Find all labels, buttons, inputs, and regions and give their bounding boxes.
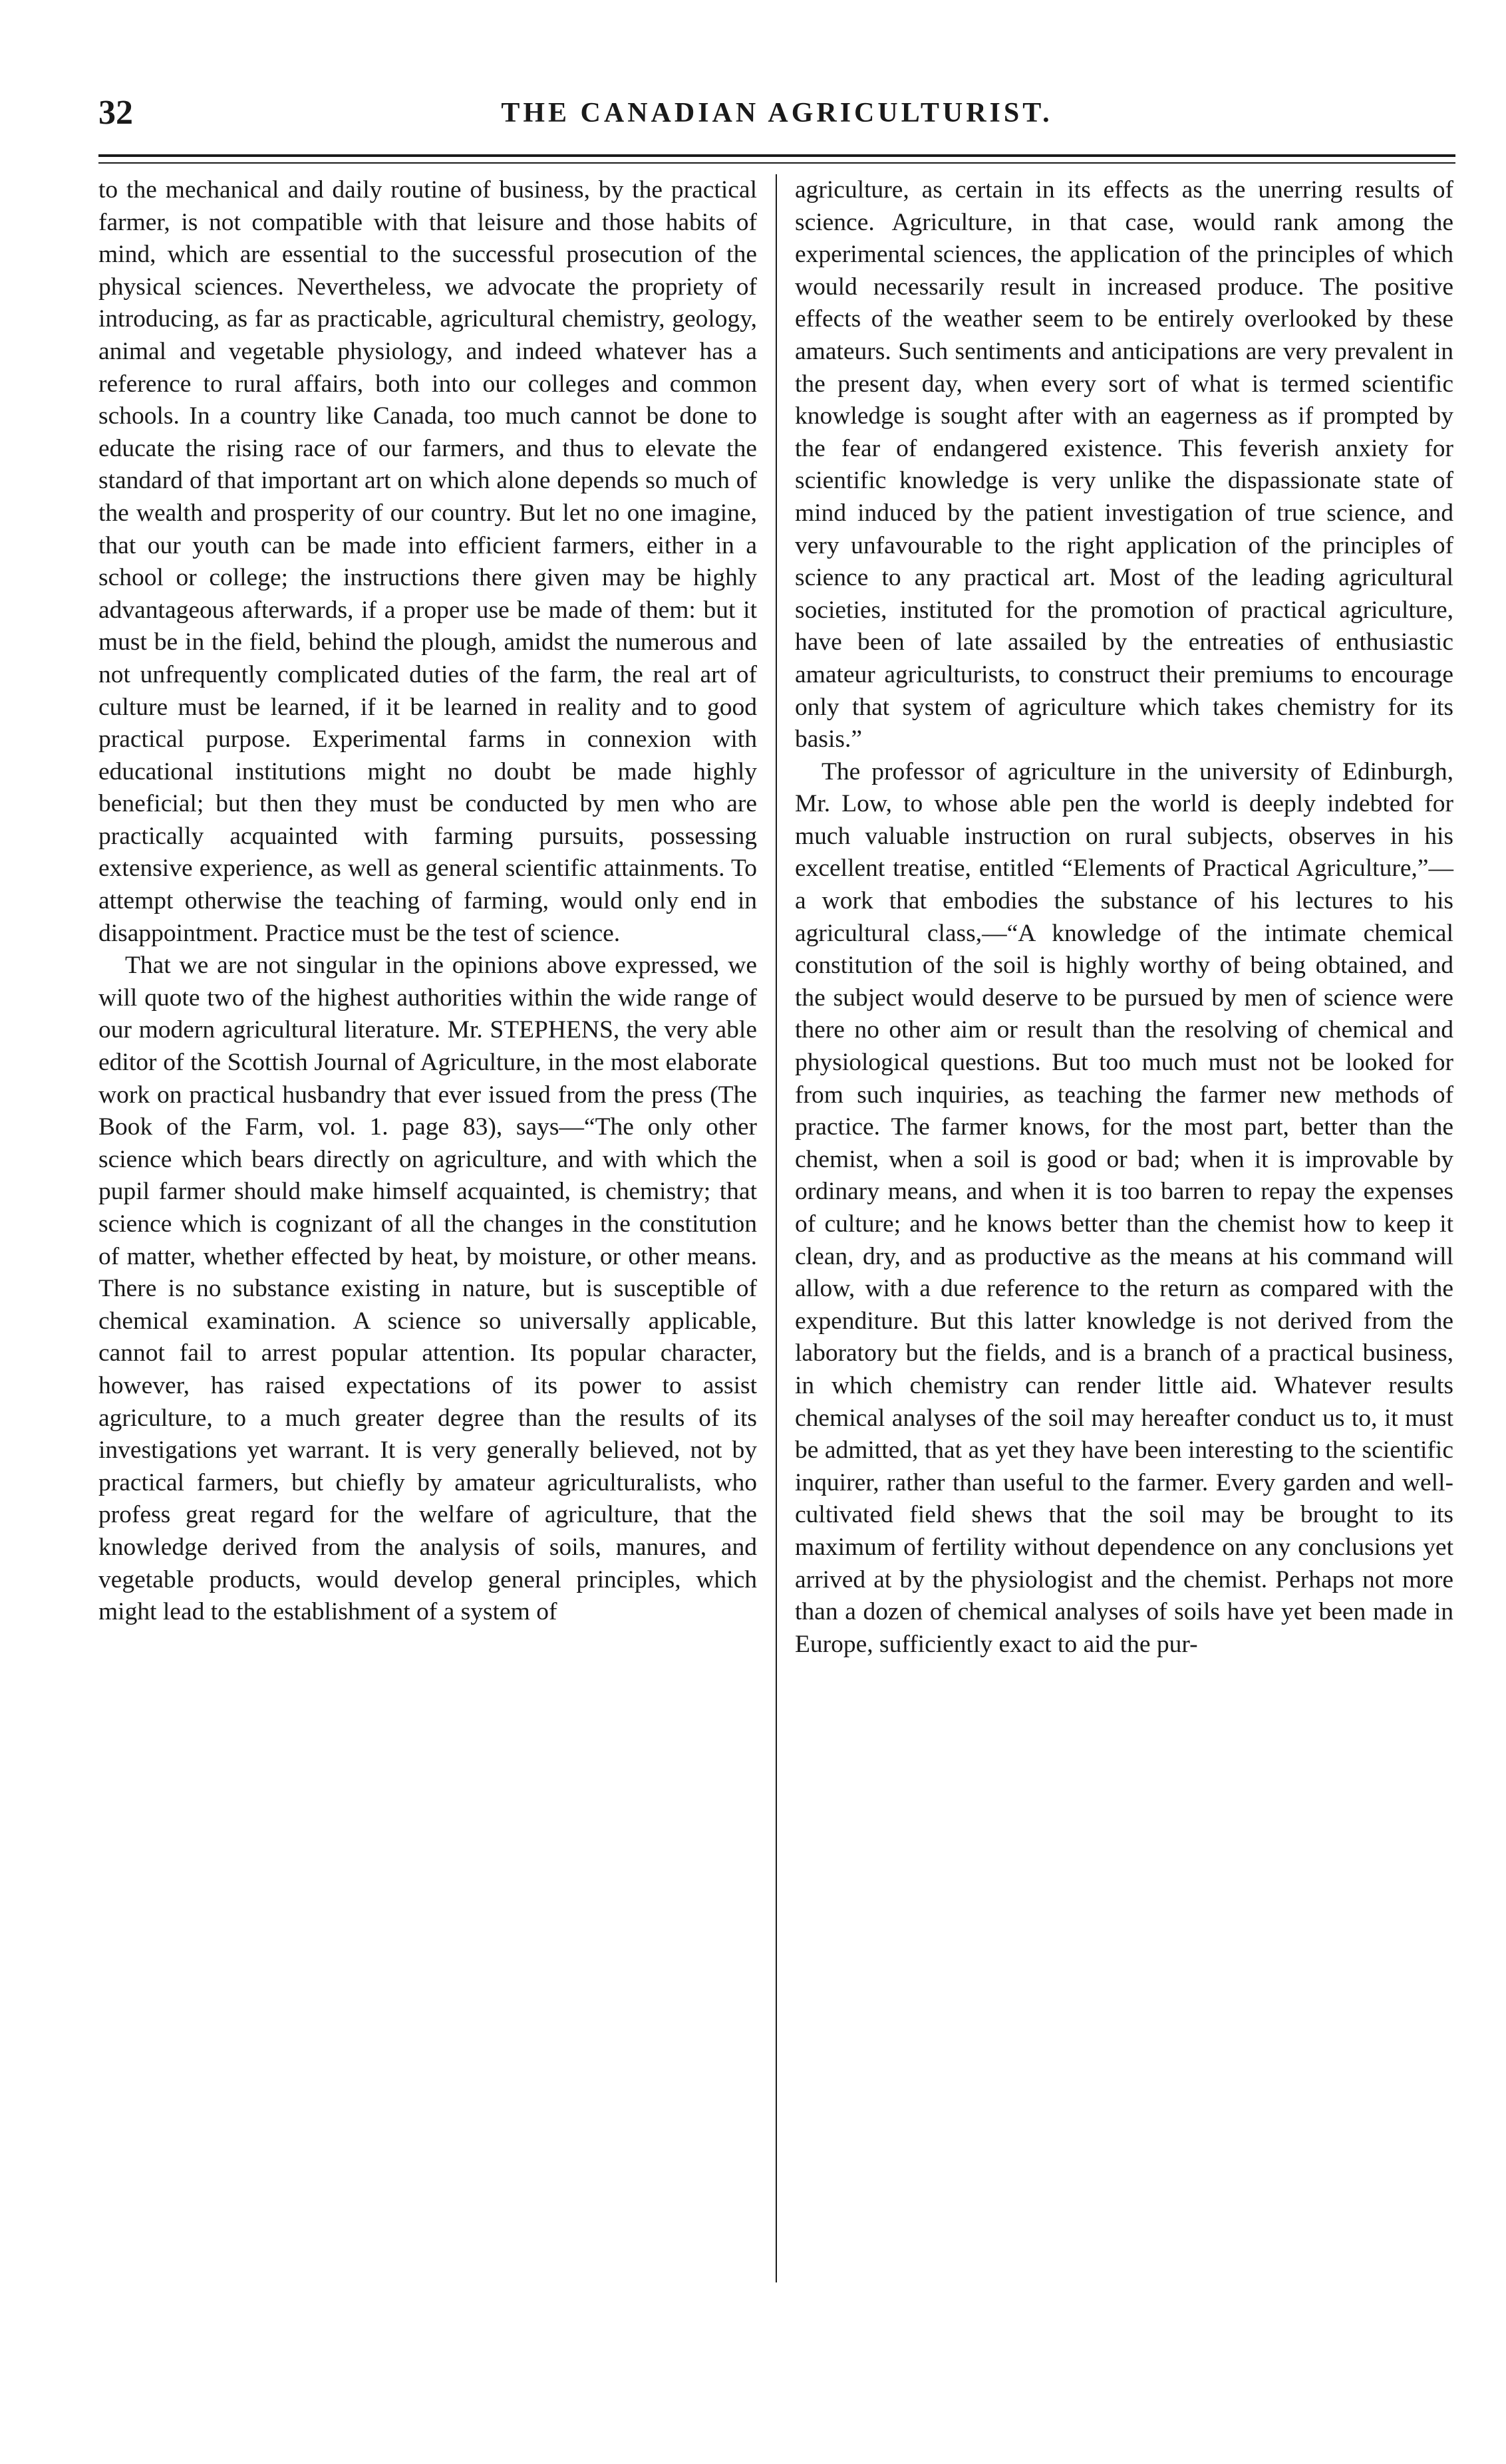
header-rule-thick: [98, 154, 1455, 157]
running-title: THE CANADIAN AGRICULTURIST.: [501, 98, 1053, 128]
left-paragraph-1: to the mechanical and daily routine of business, by the practical farmer, is not compatible with that leisure and those habits of mind, which are essential to the successful prosecution of the physical sciences. Nevertheless, we advocate the propriety of introducing, as far as practicable, agricultural chemistry, geology, animal and vegetable physiology, and indeed whatever has a reference to rural affairs, both into our colleges and common schools. In a country like Canada, too much cannot be done to educate the rising race of our farmers, and thus to elevate the standard of that important art on which alone depends so much of the wealth and prosperity of our country. But let no one imagine, that our youth can be made into efficient farmers, either in a school or college; the instructions there given may be highly advantageous afterwards, if a proper use be made of them: but it must be in the field, behind the plough, amidst the numerous and not unfrequently complicated duties of the farm, the real art of culture must be learned, if it be learned in reality and to good practical purpose. Experimental farms in connexion with educational institutions might no doubt be made highly beneficial; but then they must be conducted by men who are practically acquainted with farming pursuits, possessing extensive experience, as well as general scientific attainments. To attempt otherwise the teaching of farming, would only end in disappointment. Practice must be the test of science.: [98, 176, 757, 947]
right-paragraph-1: agriculture, as certain in its effects as the unerring results of science. Agriculture, in that case, would rank among the experimental sciences, the application of the principles of which would necessarily result in increased produce. The positive effects of the weather seem to be entirely overlooked by these amateurs. Such sentiments and anticipations are very prevalent in the present day, when every sort of what is termed scientific knowledge is sought after with an eagerness as if prompted by the fear of endangered existence. This feverish anxiety for scientific knowledge is very unlike the dispassionate state of mind induced by the patient investigation of true science, and very unfavourable to the right application of the principles of science to any practical art. Most of the leading agricultural societies, instituted for the promotion of practical agriculture, have been of late assailed by the entreaties of enthusiastic amateur agriculturists, to construct their premiums to encourage only that system of agriculture which takes chemistry for its basis.”: [795, 176, 1453, 753]
left-column: [98, 174, 757, 1629]
left-paragraph-2: That we are not singular in the opinions above expressed, we will quote two of the highest authorities within the wide range of our modern agricultural literature. Mr. STEPHENS, the very able editor of the Scottish Journal of Agriculture, in the most elaborate work on practical husbandry that ever issued from the press (The Book of the Farm, vol. 1. page 83), says—“The only other science which bears directly on agriculture, and with which the pupil farmer should make himself acquainted, is chemistry; that science which is cognizant of all the changes in the constitution of matter, whether effected by heat, by moisture, or other means. There is no substance existing in nature, but is susceptible of chemical examination. A science so universally applicable, cannot fail to arrest popular attention. Its popular character, however, has raised expectations of its power to assist agriculture, to a much greater degree than the results of its investigations yet warrant. It is very generally believed, not by practical farmers, but chiefly by amateur agriculturalists, who profess great regard for the welfare of agriculture, that the knowledge derived from the analysis of soils, manures, and vegetable products, would develop general principles, which might lead to the establishment of a system of: [98, 952, 757, 1626]
page-number: 32: [98, 94, 133, 132]
header-rule-thin: [98, 162, 1455, 164]
column-divider: [776, 174, 777, 2282]
page-header: [98, 86, 1455, 140]
right-paragraph-2: The professor of agriculture in the university of Edinburgh, Mr. Low, to whose able pen the world is deeply indebted for much valuable instruction on rural subjects, observes in his excellent treatise, entitled “Elements of Practical Agriculture,”—a work that embodies the substance of his lectures to his agricultural class,—“A knowledge of the intimate chemical constitution of the soil is highly worthy of being obtained, and the subject would deserve to be pursued by men of science were there no other aim or result than the resolving of chemical and physiological questions. But too much must not be looked for from such inquiries, as teaching the farmer new methods of practice. The farmer knows, for the most part, better than the chemist, when a soil is good or bad; when it is improvable by ordinary means, and when it is too barren to repay the expenses of culture; and he knows better than the chemist how to keep it clean, dry, and as productive as the means at his command will allow, with a due reference to the return as compared with the expenditure. But this latter knowledge is not derived from the laboratory but the fields, and is a branch of a practical business, in which chemistry can render little aid. Whatever results chemical analyses of the soil may hereafter conduct us to, it must be admitted, that as yet they have been interesting to the scientific inquirer, rather than useful to the farmer. Every garden and well-cultivated field shews that the soil may be brought to its maximum of fertility without dependence on any conclusions yet arrived at by the physiologist and the chemist. Perhaps not more than a dozen of chemical analyses of soils have yet been made in Europe, sufficiently exact to aid the pur-: [795, 757, 1453, 1658]
right-column: [795, 174, 1453, 1661]
